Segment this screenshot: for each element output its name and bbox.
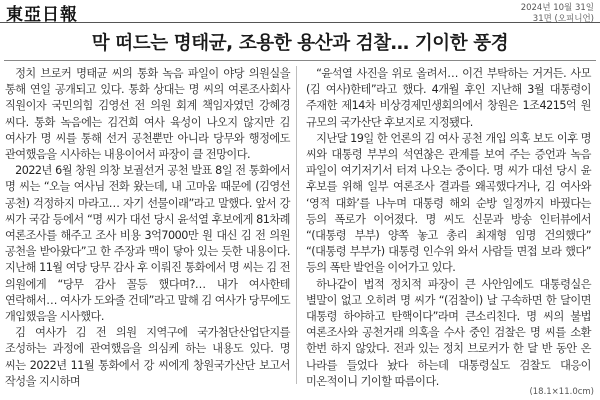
- paragraph: 하나같이 법적 정치적 파장이 큰 사안임에도 대통령실은 별말이 없고 오히려 명 씨가 “(검찰이) 날 구속하면 한 달이면 대통령 하야하고 탄핵이다”라며 큰소리친다. 명 씨의 불법 여론조사와 공천거래 의혹을 수사 중인 검찰은 명 씨를 소환 한번 하지 않았다. 전과 있는 정치 브로커가 한 달 반 동안 온 나라를 들었다 놨다 하는데 대통령실도 검찰도 대응이 미온적이니 기이할 따름이다.: [306, 277, 591, 388]
- article-column-left: [5, 66, 290, 390]
- paragraph: 2022년 6월 창원 의창 보궐선거 공천 발표 8일 전 통화에서 명 씨는 “오늘 여사님 전화 왔는데, 내 고마움 때문에 (김영선 공천) 걱정하지 마라고… 자기 선물이래”라고 말했다. 앞서 강 씨가 국감 등에서 “명 씨가 대선 당시 윤석열 후보에게 81차례 여론조사를 해주고 조사 비용 3억7000만 원 대신 김 전 의원 공천을 받아왔다”고 한 주장과 맥이 닿아 있는 듯한 내용이다. 지난해 11월 여당 당무 감사 후 이뤄진 통화에서 명 씨는 김 전 의원에게 “당무 감사 꼴등 했다며?… 내가 여사한테 연락해서… 여사가 도와줄 건데”라고 말해 김 여사가 당무에도 개입했음을 시사했다.: [5, 164, 290, 324]
- clipping-size-note: (18.1×11.0cm): [529, 387, 594, 397]
- top-rule: [0, 22, 600, 23]
- paragraph: 지난달 19일 한 언론의 김 여사 공천 개입 의혹 보도 이후 명 씨와 대통령 부부의 석연찮은 관계를 보여 주는 증언과 녹음 파일이 여기저기서 터져 나오는 중이다. 명 씨가 대선 당시 윤 후보를 위해 일부 여론조사 결과를 왜곡했다거나, 김 여사와 ‘영적 대화’를 나누며 대통령 해외 순방 일정까지 바꿨다는 등의 폭로가 이어졌다. 명 씨도 신문과 방송 인터뷰에서 “(대통령 부부) 양쪽 놓고 총리 최재형 임명 건의했다” “(대통령 부부가) 대통령 인수위 와서 사람들 면접 보라 했다” 등의 폭탄 발언을 이어가고 있다.: [306, 131, 591, 275]
- masthead: [6, 2, 78, 25]
- page-section: 31면 (오피니언): [532, 14, 594, 24]
- article-headline: 막 떠드는 명태균, 조용한 용산과 검찰… 기이한 풍경: [91, 33, 509, 54]
- headline-rule: [4, 60, 596, 61]
- paragraph: 김 여사가 김 전 의원 지역구에 국가첨단산업단지를 조성하는 과정에 관여했음을 의심케 하는 내용도 있다. 명 씨는 2022년 11월 통화에서 강 씨에게 창원국가산단 보고서 작성을 지시하며: [5, 326, 290, 388]
- column-divider: [296, 66, 297, 384]
- paragraph: “윤석열 사진을 위로 올려서… 이건 부탁하는 거거든. 사모(김 여사)한테”라고 했다. 4개월 후인 지난해 3월 대통령이 주재한 제14차 비상경제민생회의에서 창원은 1조4215억 원 규모의 국가산단 후보지로 지정됐다.: [306, 67, 591, 129]
- article-column-right: [306, 66, 591, 390]
- paragraph: 정치 브로커 명태균 씨의 통화 녹음 파일이 야당 의원실을 통해 연일 공개되고 있다. 통화 상대는 명 씨의 여론조사회사 직원이자 국민의힘 김영선 전 의원 회계 책임자였던 강혜경 씨다. 통화 녹음에는 김건희 여사 육성이 나오지 않지만 김 여사가 명 씨를 통해 선거 공천뿐만 아니라 당무와 행정에도 관여했음을 시사하는 내용이어서 파장이 클 전망이다.: [5, 67, 290, 162]
- newspaper-logo: 東亞日報: [6, 4, 78, 25]
- issue-date: 2024년 10월 31일: [520, 3, 594, 13]
